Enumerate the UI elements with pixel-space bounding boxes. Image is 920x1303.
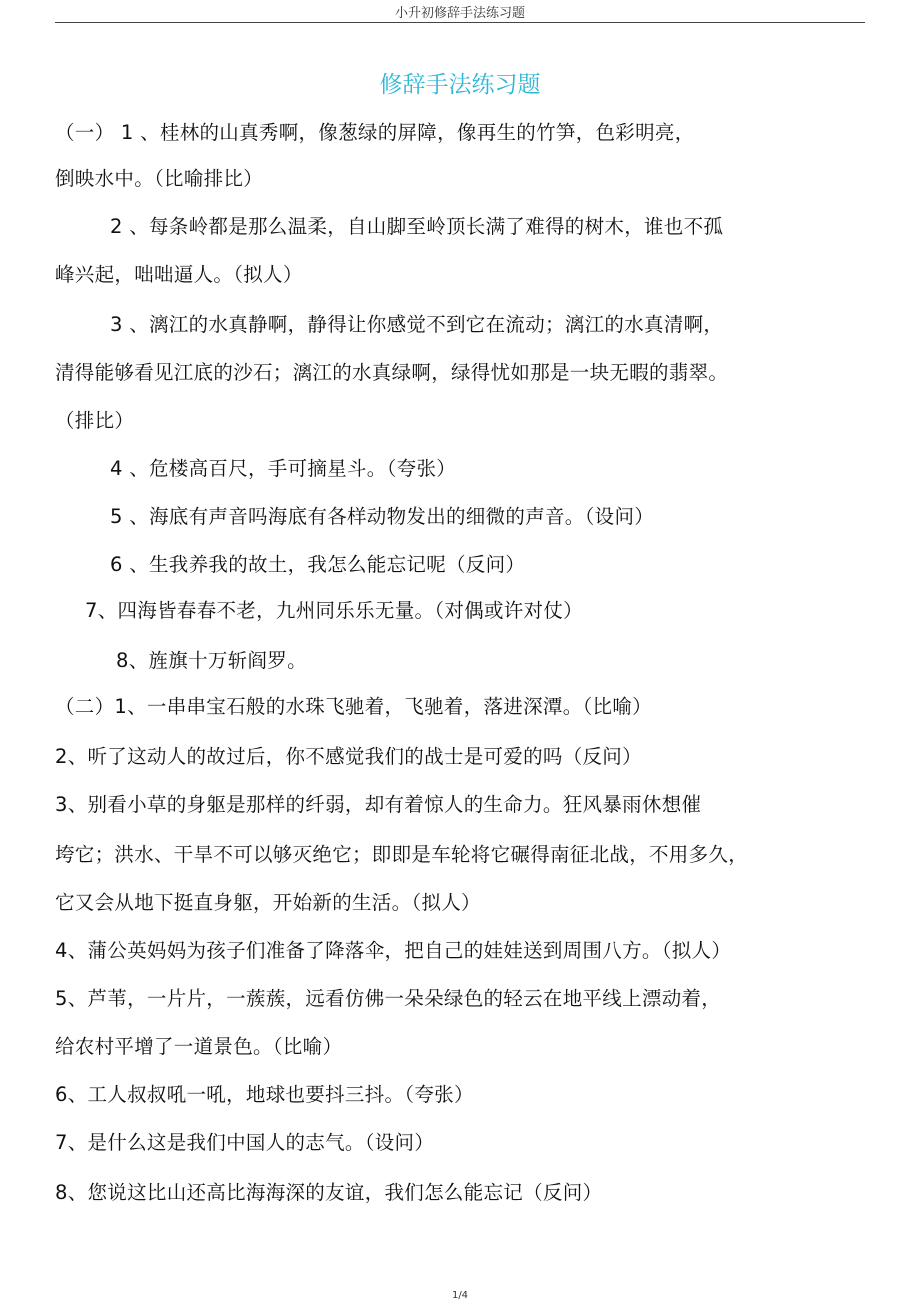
running-header: 小升初修辞手法练习题 bbox=[394, 6, 525, 21]
text-line: 4 、危楼高百尺，手可摘星斗。（夸张） bbox=[110, 457, 457, 480]
text-line: 6、工人叔叔吼一吼，地球也要抖三抖。（夸张） bbox=[55, 1083, 474, 1106]
header-divider bbox=[55, 22, 865, 23]
text-line: 清得能够看见江底的沙石；漓江的水真绿啊，绿得忧如那是一块无暇的翡翠。 bbox=[55, 361, 729, 384]
text-line: 垮它；洪水、干旱不可以够灭绝它；即即是车轮将它碾得南征北战，不用多久， bbox=[55, 843, 749, 866]
text-line: 2、听了这动人的故过后，你不感觉我们的战士是可爱的吗（反问） bbox=[55, 745, 642, 768]
text-line: 倒映水中。（比喻排比） bbox=[55, 167, 264, 190]
text-line: 2 、每条岭都是那么温柔，自山脚至岭顶长满了难得的树木，谁也不孤 bbox=[110, 215, 724, 238]
text-line: 3 、漓江的水真静啊，静得让你感觉不到它在流动；漓江的水真清啊， bbox=[110, 313, 724, 336]
page-title: 修辞手法练习题 bbox=[379, 72, 541, 98]
text-line: 7、是什么这是我们中国人的志气。（设问） bbox=[55, 1131, 435, 1154]
text-line: 3、别看小草的身躯是那样的纤弱，却有着惊人的生命力。狂风暴雨休想催 bbox=[55, 793, 702, 816]
text-line: 5、芦苇，一片片，一蔟蔟，远看仿佛一朵朵绿色的轻云在地平线上漂动着， bbox=[55, 987, 722, 1010]
text-line: 8、您说这比山还高比海海深的友谊，我们怎么能忘记（反问） bbox=[55, 1181, 603, 1204]
text-line: 7、四海皆春春不老，九州同乐乐无量。（对偶或许对仗） bbox=[85, 599, 583, 622]
text-line: 它又会从地下挺直身躯，开始新的生活。（拟人） bbox=[55, 891, 481, 914]
text-line: 5 、海底有声音吗海底有各样动物发出的细微的声音。（设问） bbox=[110, 505, 655, 528]
text-line: （一） 1 、桂林的山真秀啊，像葱绿的屏障，像再生的竹笋，色彩明亮， bbox=[55, 121, 695, 144]
text-line: （排比） bbox=[55, 409, 135, 432]
text-line: 8、旌旗十万斩阎罗。 bbox=[116, 649, 307, 672]
text-line: 峰兴起，咄咄逼人。（拟人） bbox=[55, 263, 303, 286]
text-line: 给农村平增了一道景色。（比喻） bbox=[55, 1035, 343, 1058]
text-line: 6 、生我养我的故土，我怎么能忘记呢（反问） bbox=[110, 553, 526, 576]
text-line: 4、蒲公英妈妈为孩子们准备了降落伞，把自己的娃娃送到周围八方。（拟人） bbox=[55, 939, 732, 962]
text-line: （二）1、一串串宝石般的水珠飞驰着，飞驰着，落进深潭。（比喻） bbox=[55, 695, 652, 718]
page-number: 1/4 bbox=[451, 1290, 469, 1301]
